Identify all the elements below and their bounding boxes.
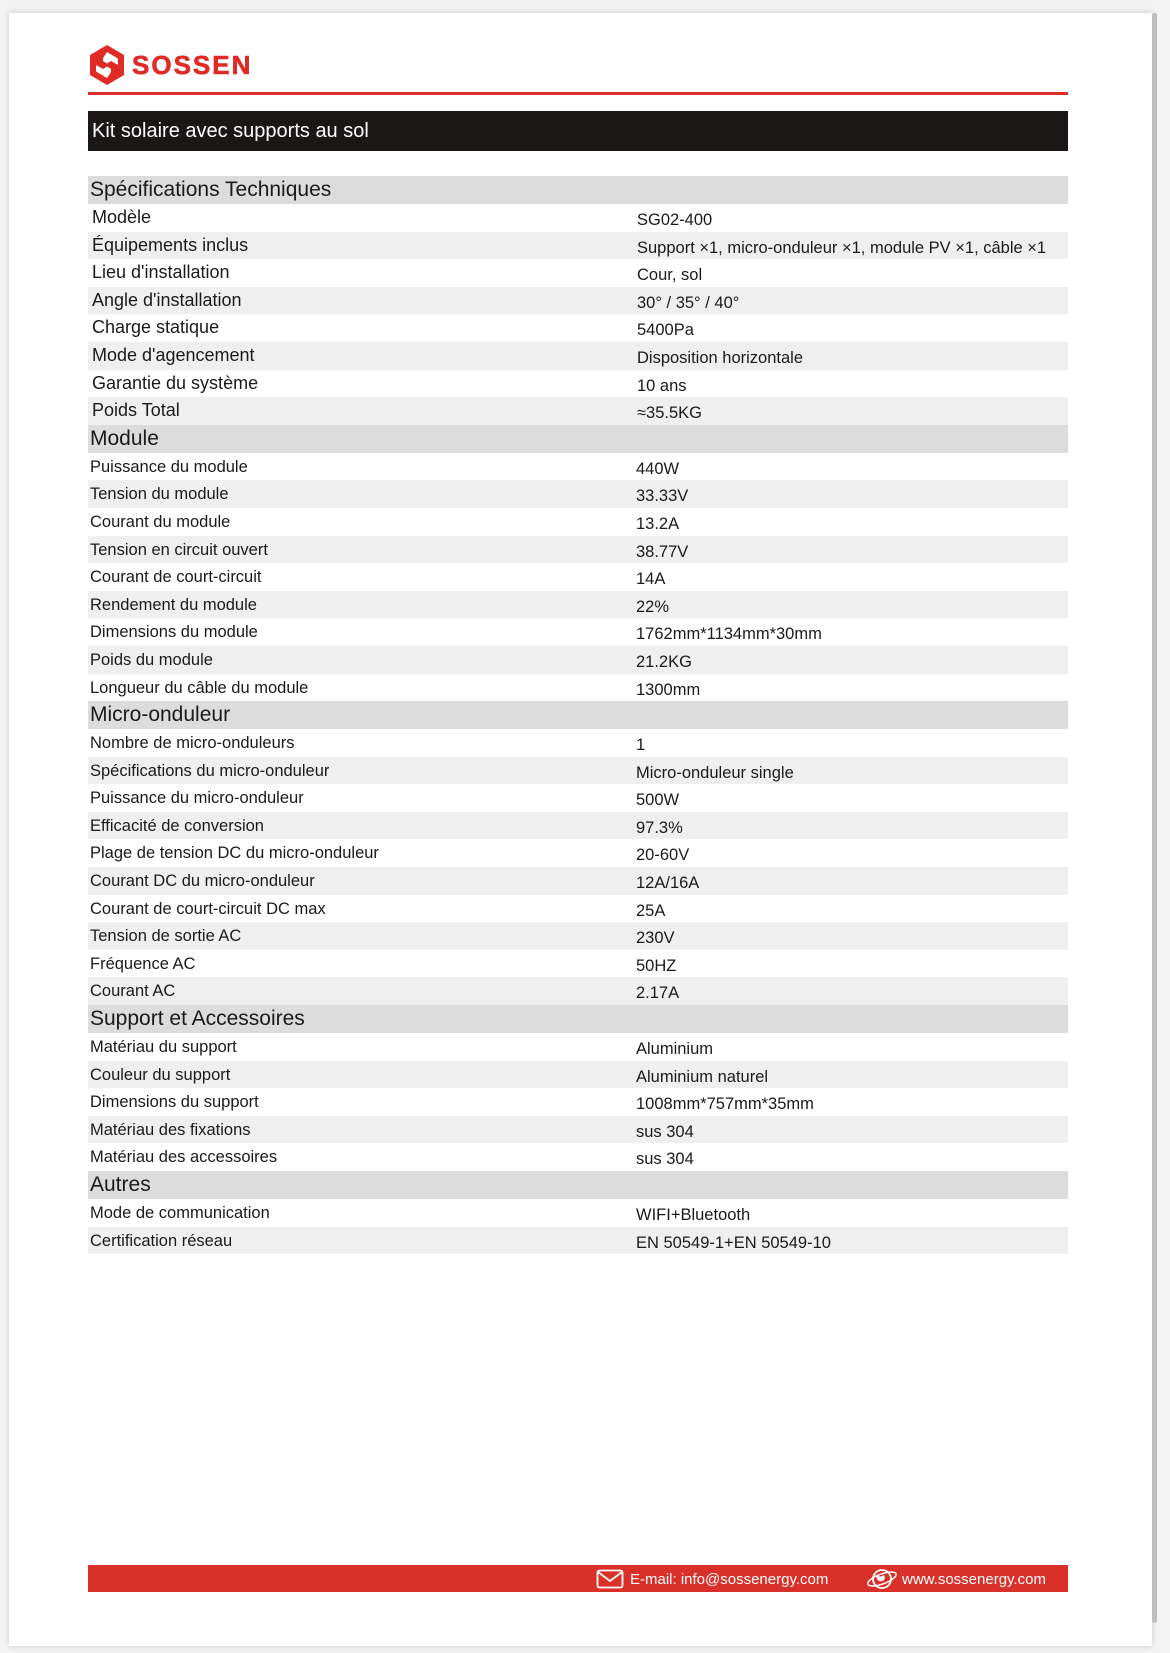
- spec-row: [88, 784, 1068, 812]
- spec-row: [88, 977, 1068, 1005]
- spec-label: Dimensions du module: [90, 623, 258, 642]
- spec-row: [88, 342, 1068, 370]
- spec-value: 38.77V: [636, 542, 689, 561]
- spec-value: 230V: [636, 929, 675, 948]
- scrollbar[interactable]: [1152, 13, 1157, 1623]
- section-heading: Module: [88, 425, 1068, 453]
- spec-value: 12A/16A: [636, 874, 700, 893]
- spec-value: Support ×1, micro-onduleur ×1, module PV ×1, câble ×1: [637, 238, 1047, 257]
- spec-label: Tension du module: [90, 485, 229, 504]
- spec-value: 1300mm: [636, 680, 701, 699]
- spec-row: [88, 674, 1068, 702]
- spec-label: Spécifications du micro-onduleur: [90, 761, 330, 780]
- sossen-logo-icon: [88, 44, 126, 86]
- spec-label: Courant de court-circuit: [90, 568, 262, 587]
- globe-icon: [866, 1567, 898, 1591]
- spec-row: [88, 536, 1068, 564]
- spec-label: Courant du module: [90, 512, 231, 531]
- spec-label: Efficacité de conversion: [90, 816, 264, 835]
- spec-label: Charge statique: [92, 317, 220, 338]
- section-heading: Autres: [88, 1171, 1068, 1199]
- spec-label: Longueur du câble du module: [90, 678, 309, 697]
- spec-row: [88, 287, 1068, 315]
- spec-row: [88, 1143, 1068, 1171]
- spec-row: [88, 618, 1068, 646]
- spec-row: [88, 1061, 1068, 1089]
- spec-row: [88, 1227, 1068, 1255]
- spec-value: 33.33V: [636, 487, 689, 506]
- spec-value: 13.2A: [636, 514, 680, 533]
- spec-label: Mode d'agencement: [92, 344, 255, 365]
- spec-row: [88, 729, 1068, 757]
- spec-label: Plage de tension DC du micro-onduleur: [90, 844, 379, 863]
- spec-value: Cour, sol: [637, 266, 703, 285]
- spec-row: [88, 922, 1068, 950]
- spec-label: Nombre de micro-onduleurs: [90, 734, 295, 753]
- spec-value: sus 304: [636, 1150, 694, 1169]
- section-rows: [88, 453, 1068, 701]
- spec-row: [88, 204, 1068, 232]
- spec-value: 500W: [636, 791, 680, 810]
- spec-value: sus 304: [636, 1122, 694, 1141]
- section-rows: [88, 729, 1068, 1005]
- spec-label: Matériau des fixations: [90, 1120, 251, 1139]
- section-rows: [88, 1033, 1068, 1171]
- spec-label: Tension en circuit ouvert: [90, 540, 268, 559]
- section-rows: [88, 1199, 1068, 1254]
- spec-value: 5400Pa: [637, 321, 694, 340]
- spec-label: Fréquence AC: [90, 954, 196, 973]
- spec-value: EN 50549-1+EN 50549-10: [636, 1233, 831, 1252]
- spec-value: 440W: [636, 459, 680, 478]
- spec-value: 97.3%: [636, 818, 683, 837]
- spec-label: Puissance du micro-onduleur: [90, 789, 304, 808]
- spec-label: Lieu d'installation: [92, 262, 230, 283]
- spec-row: [88, 314, 1068, 342]
- spec-label: Tension de sortie AC: [90, 927, 242, 946]
- spec-row: [88, 259, 1068, 287]
- spec-value: 30° / 35° / 40°: [637, 293, 740, 312]
- spec-label: Modèle: [92, 207, 152, 227]
- section-heading: Support et Accessoires: [88, 1005, 1068, 1033]
- section-rows: [88, 204, 1068, 425]
- spec-row: [88, 453, 1068, 481]
- email-text: E-mail: info@sossenergy.com: [630, 1570, 829, 1588]
- spec-row: [88, 370, 1068, 398]
- footer-email[interactable]: [596, 1569, 828, 1589]
- spec-value: 1008mm*757mm*35mm: [636, 1095, 814, 1114]
- envelope-icon: [596, 1569, 624, 1589]
- website-text: www.sossenergy.com: [902, 1570, 1046, 1588]
- spec-value: Aluminium naturel: [636, 1067, 769, 1086]
- footer-bar: [88, 1565, 1068, 1592]
- spec-value: Micro-onduleur single: [636, 763, 794, 782]
- spec-label: Couleur du support: [90, 1065, 231, 1084]
- header-rule: [88, 92, 1068, 95]
- spec-label: Poids Total: [92, 400, 180, 421]
- spec-value: SG02-400: [637, 211, 713, 229]
- spec-value: 14A: [636, 570, 666, 589]
- spec-row: [88, 867, 1068, 895]
- spec-label: Matériau des accessoires: [90, 1148, 278, 1167]
- spec-row: [88, 1199, 1068, 1227]
- spec-row: [88, 895, 1068, 923]
- spec-label: Puissance du module: [90, 457, 248, 476]
- spec-label: Courant de court-circuit DC max: [90, 899, 326, 918]
- spec-label: Matériau du support: [90, 1038, 237, 1057]
- spec-value: ≈35.5KG: [637, 404, 703, 423]
- spec-label: Courant AC: [90, 982, 176, 1001]
- document-title: Kit solaire avec supports au sol: [88, 111, 1068, 151]
- spec-row: [88, 232, 1068, 260]
- spec-row: [88, 397, 1068, 425]
- spec-row: [88, 591, 1068, 619]
- spec-label: Angle d'installation: [92, 289, 242, 310]
- spec-row: [88, 646, 1068, 674]
- spec-value: Disposition horizontale: [637, 348, 804, 367]
- spec-row: [88, 950, 1068, 978]
- spec-value: 20-60V: [636, 846, 690, 865]
- spec-label: Mode de communication: [90, 1204, 270, 1222]
- spec-row: [88, 480, 1068, 508]
- spec-value: 21.2KG: [636, 652, 692, 671]
- spec-value: 2.17A: [636, 984, 680, 1003]
- brand-logo: [88, 44, 252, 86]
- spec-label: Dimensions du support: [90, 1093, 259, 1112]
- spec-value: WIFI+Bluetooth: [636, 1206, 751, 1224]
- section-heading: Spécifications Techniques: [88, 176, 1068, 204]
- spec-value: 25A: [636, 901, 666, 920]
- spec-row: [88, 757, 1068, 785]
- spec-label: Équipements inclus: [92, 234, 249, 255]
- spec-row: [88, 508, 1068, 536]
- spec-row: [88, 1116, 1068, 1144]
- spec-label: Courant DC du micro-onduleur: [90, 872, 315, 891]
- section-heading: Micro-onduleur: [88, 701, 1068, 729]
- spec-value: 10 ans: [637, 376, 687, 395]
- brand-name: SOSSEN: [132, 49, 253, 80]
- spec-row: [88, 1088, 1068, 1116]
- spec-row: [88, 839, 1068, 867]
- spec-value: 22%: [636, 597, 670, 616]
- spec-label: Certification réseau: [90, 1231, 233, 1250]
- spec-table: [88, 176, 1068, 1254]
- spec-label: Rendement du module: [90, 595, 257, 614]
- spec-value: 50HZ: [636, 956, 677, 975]
- spec-row: [88, 563, 1068, 591]
- spec-value: 1: [636, 736, 646, 755]
- footer-website[interactable]: [866, 1567, 1046, 1591]
- spec-row: [88, 812, 1068, 840]
- spec-row: [88, 1033, 1068, 1061]
- spec-label: Poids du module: [90, 650, 213, 669]
- spec-label: Garantie du système: [92, 372, 259, 393]
- spec-value: 1762mm*1134mm*30mm: [636, 625, 822, 644]
- spec-value: Aluminium: [636, 1040, 714, 1059]
